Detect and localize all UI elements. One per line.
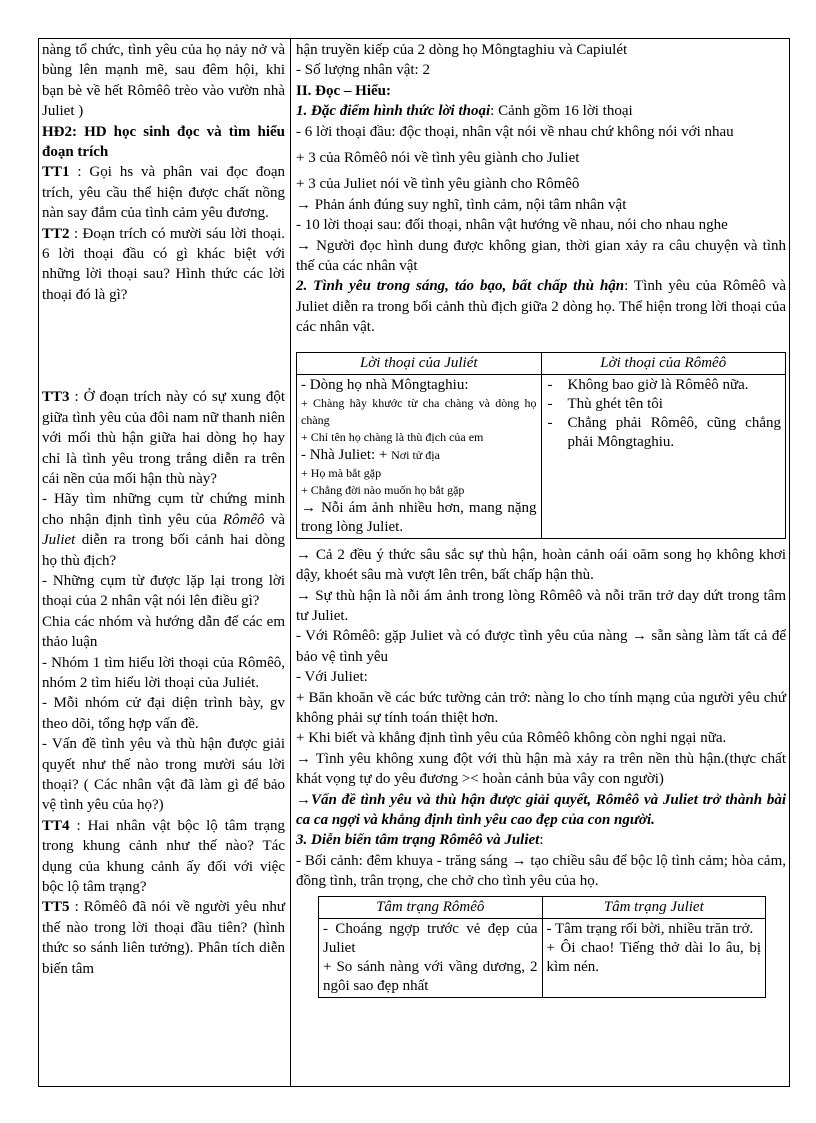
column-divider xyxy=(290,39,291,1086)
romeo-monologue-line: + 3 của Rômêô nói về tình yêu giành cho Juliet xyxy=(296,150,580,167)
romeo-mood-header: Tâm trạng Rômêô xyxy=(319,896,543,918)
tt3-label: TT3 xyxy=(42,389,70,406)
romeo-dialogue-cell: - Không bao giờ là Rômêô nữa. - Thù ghét tên tôi - Chẳng phải Rômêô, cũng chẳng phải Môngtaghiu. xyxy=(541,374,786,538)
tt1-paragraph xyxy=(42,162,285,223)
tt4-paragraph xyxy=(42,816,285,898)
tt1-text: : Gọi hs và phân vai đọc đoạn trích, yêu cầu thể hiện được chất nồng nàn say đắm của tình cảm yêu đương. xyxy=(42,164,285,222)
tt1-label: TT1 xyxy=(42,164,70,181)
reflection-line: → Phản ánh đúng suy nghĩ, tình cảm, nội tâm nhân vật xyxy=(296,196,627,213)
mood-comparison-table xyxy=(318,896,766,998)
section-heading-reading: II. Đọc – Hiểu: xyxy=(296,82,391,99)
dialogue-form-title: 1. Đặc điểm hình thức lời thoại xyxy=(296,103,491,120)
conclusion-line: →Vấn đề tình yêu và thù hận được giải quyết, Rômêô và Juliet trở thành bài ca ca ngợi và khẳng định tình yêu cao đẹp của con người. xyxy=(296,791,786,828)
romeo-dialogue-header: Lời thoại của Rômêô xyxy=(541,352,786,374)
tt3-paragraph xyxy=(42,387,285,489)
question-resolution: - Vấn đề tình yêu và thù hận được giải quyết như thế nào trong mười sáu lời thoại? ( Các nhân vật đã làm gì để bảo vệ tình yêu của họ?) xyxy=(42,736,285,814)
intro-paragraph: nàng tổ chức, tình yêu của họ nảy nở và bùng lên mạnh mẽ, sau đêm hội, khi bạn bè về hết Rômêô trèo vào vườn nhà Juliet ) xyxy=(42,42,285,120)
love-vs-hatred-line: → Tình yêu không xung đột với thù hận mà xảy ra trên nền thù hận.(thực chất khát vọng tự do yêu đương >< hoàn cảnh bủa vây con người) xyxy=(296,750,786,788)
mood-section: 3. Diễn biến tâm trạng Rômêô và Juliet: xyxy=(296,832,544,849)
juliet-dialogue-cell: - Dòng họ nhà Môngtaghiu: + Chàng hãy khước từ cha chàng và dòng họ chàng + Chỉ tên họ chàng là thù địch của em - Nhà Juliet: + Nơi tử địa + Họ mà bắt gặp + Chẳng đời nào muốn họ bắt gặp → Nỗi ám ảnh nhiều hơn, mang nặng trong lòng Juliet. xyxy=(297,374,542,538)
both-aware-line: → Cả 2 đều ý thức sâu sắc sự thù hận, hoàn cảnh oái oăm song họ không khơi dậy, khoét sâu mà vượt lên trên, bất chấp hận thù. xyxy=(296,546,786,584)
mood-section-title: 3. Diễn biến tâm trạng Rômêô và Juliet xyxy=(296,832,540,849)
tt5-label: TT5 xyxy=(42,899,70,916)
tt2-paragraph xyxy=(42,224,285,306)
juliet-dialogue-header: Lời thoại của Juliét xyxy=(297,352,542,374)
dialogue-line: - 10 lời thoại sau: đối thoại, nhân vật hướng về nhau, nói cho nhau nghe xyxy=(296,217,728,234)
juliet-mood-header: Tâm trạng Juliet xyxy=(542,896,766,918)
question-repeated-phrases: - Những cụm từ được lặp lại trong lời thoại của 2 nhân vật nói lên điều gì? xyxy=(42,572,285,610)
juliet-worry-line: + Băn khoăn về các bức tường cản trở: nàng lo cho tính mạng của người yêu chứ không phải sự tính toán thiệt hơn. xyxy=(296,689,786,726)
dialogue-form-heading: 1. Đặc điểm hình thức lời thoại: Cảnh gồm 16 lời thoại xyxy=(296,103,633,120)
monologue-line: - 6 lời thoại đầu: độc thoại, nhân vật nói về nhau chứ không nói với nhau xyxy=(296,123,734,140)
tt4-text: : Hai nhân vật bộc lộ tâm trạng trong khung cảnh như thế nào? Tác dụng của khung cảnh ấy đối với việc bộc lộ tâm trạng? xyxy=(42,817,285,896)
spacer xyxy=(42,305,285,387)
group-division: Chia các nhóm và hướng dẫn để các em thảo luận xyxy=(42,613,285,651)
question-find-phrases: - Hãy tìm những cụm từ chứng minh cho nhận định tình yêu của Rômêô và Juliet diễn ra trong bối cảnh hai dòng họ thù địch? xyxy=(42,491,285,569)
teacher-activities-column xyxy=(42,40,285,979)
reader-imagine-line: → Người đọc hình dung được không gian, thời gian xảy ra câu chuyện và tình thế của các nhân vật xyxy=(296,237,786,275)
romeo-line: - Với Rômêô: gặp Juliet và có được tình yêu của nàng → sẵn sàng làm tất cả để bảo vệ tình yêu xyxy=(296,628,786,665)
dialogue-comparison-table xyxy=(296,352,786,539)
tt3-text: : Ở đoạn trích này có sự xung đột giữa tình yêu của đôi nam nữ thanh niên với mối thù hận giữa hai dòng họ hay chỉ là tình yêu trong trắng diễn ra trên cái nền của mối hận thù này? xyxy=(42,389,285,487)
tt5-paragraph xyxy=(42,897,285,979)
lesson-table xyxy=(38,38,790,1087)
feud-line: hận truyền kiếp của 2 dòng họ Môngtaghiu và Capiulét xyxy=(296,42,628,58)
group-tasks: - Nhóm 1 tìm hiểu lời thoại của Rômêô, nhóm 2 tìm hiểu lời thoại của Juliét. xyxy=(42,654,285,691)
juliet-name: Juliet xyxy=(42,532,76,549)
hatred-obsession-line: → Sự thù hận là nỗi ám ảnh trong lòng Rômêô và nỗi trăn trở day dứt trong tâm tư Juliet. xyxy=(296,587,786,624)
group-presentation: - Mỗi nhóm cử đại diện trình bày, gv theo dõi, tổng hợp vấn đề. xyxy=(42,695,285,732)
juliet-monologue-line: + 3 của Juliet nói về tình yêu giành cho Rômêô xyxy=(296,176,580,193)
love-section-title: 2. Tình yêu trong sáng, táo bạo, bất chấp thù hận xyxy=(296,278,625,295)
romeo-mood-cell: - Choáng ngợp trước vẻ đẹp của Juliet + So sánh nàng với vầng dương, 2 ngôi sao đẹp nhất xyxy=(319,918,543,997)
activity-2-heading: HĐ2: HD học sinh đọc và tìm hiểu đoạn trích xyxy=(42,123,285,161)
romeo-name: Rômêô xyxy=(222,511,265,528)
tt5-text: : Rômêô đã nói về người yêu như thế nào trong lời thoại đầu tiên? (hình thức so sánh liên tưởng). Phân tích diễn biến tâm xyxy=(42,899,285,977)
lesson-content-column xyxy=(296,40,786,1004)
juliet-line: - Với Juliet: xyxy=(296,669,368,686)
juliet-affirm-line: + Khi biết và khẳng định tình yêu của Rômêô không còn nghi ngại nữa. xyxy=(296,730,727,747)
love-section: 2. Tình yêu trong sáng, táo bạo, bất chấp thù hận: Tình yêu của Rômêô và Juliet diễn ra trong bối cảnh thù địch giữa 2 dòng họ. Thể hiện trong lời thoại của các nhân vật. xyxy=(296,278,787,336)
juliet-mood-cell: - Tâm trạng rối bời, nhiều trăn trở. + Ôi chao! Tiếng thở dài lo âu, bị kìm nén. xyxy=(542,918,766,997)
tt2-text: : Đoạn trích có mười sáu lời thoại. 6 lời thoại đầu có gì khác biệt với những lời thoại sau? Hình thức các lời thoại đó là gì? xyxy=(42,225,285,303)
character-count: - Số lượng nhân vật: 2 xyxy=(296,62,430,79)
tt2-label: TT2 xyxy=(42,225,70,242)
tt4-label: TT4 xyxy=(42,817,70,834)
setting-line: - Bối cảnh: đêm khuya - trăng sáng → tạo chiều sâu để bộc lộ tình cảm; hòa cảm, đồng tình, trân trọng, che chở cho tình yêu của họ. xyxy=(296,852,786,890)
